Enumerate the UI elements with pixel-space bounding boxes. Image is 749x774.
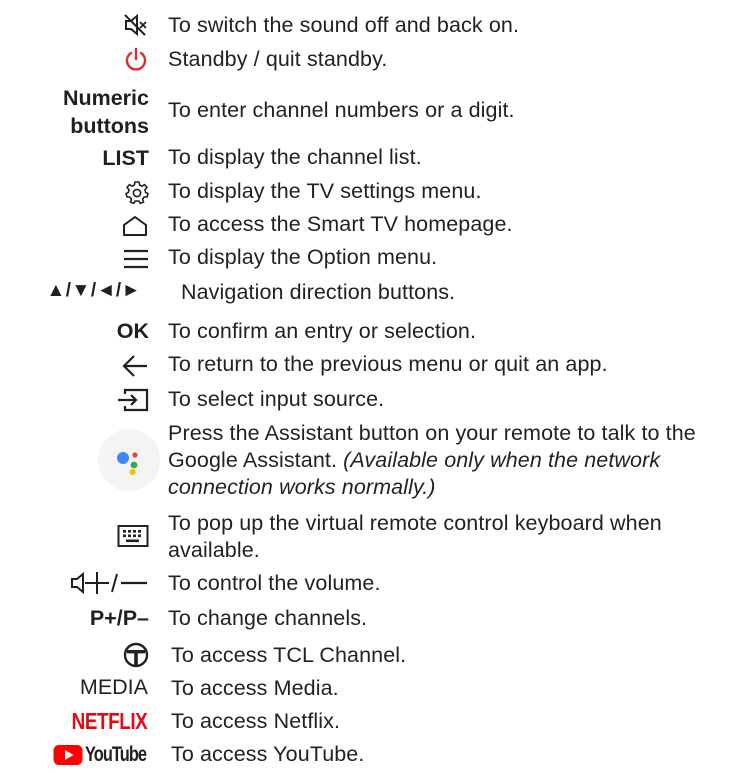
description-line: Press the Assistant button on your remote to talk to the	[168, 421, 696, 445]
key-label: OK	[116, 319, 149, 343]
key-cell	[46, 280, 141, 302]
row-description: To switch the sound off and back on.	[168, 13, 520, 37]
gear-icon	[125, 180, 149, 204]
row-description: To control the volume.	[168, 571, 381, 595]
row-description: To select input source.	[168, 387, 385, 411]
youtube-wordmark: YouTube	[84, 743, 146, 766]
row-description: To access YouTube.	[171, 742, 365, 766]
row-description: To enter channel numbers or a digit.	[168, 98, 515, 122]
row-description: To display the channel list.	[168, 145, 422, 169]
row-description: To pop up the virtual remote control keyboard when available.	[168, 511, 662, 562]
mute-icon	[123, 13, 149, 37]
description-text: Google Assistant.	[168, 448, 344, 472]
google-assistant-icon	[97, 428, 161, 492]
key-cell	[53, 741, 149, 769]
key-label: ▲/▼/◄/►	[46, 280, 141, 301]
key-cell	[125, 179, 149, 205]
key-cell	[123, 12, 149, 38]
row-description: To confirm an entry or selection.	[168, 319, 477, 343]
key-label-line2: buttons	[70, 114, 149, 138]
key-cell	[123, 246, 149, 272]
row-description: To display the Option menu.	[168, 245, 438, 269]
key-cell	[123, 642, 149, 668]
power-icon	[123, 46, 149, 74]
key-label-line1: Numeric	[62, 86, 149, 110]
input-source-icon	[117, 387, 149, 413]
row-description: To display the TV settings menu.	[168, 179, 482, 203]
key-cell	[63, 84, 149, 140]
tcl-channel-icon	[123, 642, 149, 668]
youtube-icon	[53, 744, 83, 766]
key-cell	[80, 675, 148, 700]
key-cell	[90, 606, 149, 631]
key-cell	[117, 387, 149, 413]
row-description: To access Media.	[171, 676, 339, 700]
key-cell	[55, 708, 147, 735]
row-description: To return to the previous menu or quit an app.	[168, 352, 608, 376]
home-icon	[121, 214, 149, 238]
key-cell	[69, 570, 149, 596]
back-arrow-icon	[121, 354, 149, 378]
row-description: Navigation direction buttons.	[181, 280, 456, 304]
key-cell	[117, 523, 149, 549]
keyboard-icon	[117, 524, 149, 548]
key-label: P+/P–	[89, 606, 149, 630]
key-cell	[102, 146, 149, 171]
key-label: LIST	[102, 146, 149, 170]
key-cell	[97, 428, 161, 492]
key-cell	[117, 319, 149, 344]
netflix-logo: NETFLIX	[71, 708, 147, 734]
row-description: To change channels.	[168, 606, 368, 630]
row-description: To access the Smart TV homepage.	[168, 212, 513, 236]
row-description: To access TCL Channel.	[171, 643, 407, 667]
key-cell	[121, 213, 149, 239]
key-label: MEDIA	[79, 675, 148, 699]
row-description	[168, 420, 743, 501]
row-description: To access Netflix.	[171, 709, 341, 733]
row-description: Standby / quit standby.	[168, 47, 388, 71]
key-cell	[121, 353, 149, 379]
volume-icon	[69, 570, 149, 596]
menu-icon	[123, 247, 149, 271]
key-cell	[123, 46, 149, 74]
description-note: (Available only when the network connection works normally.)	[168, 448, 661, 499]
